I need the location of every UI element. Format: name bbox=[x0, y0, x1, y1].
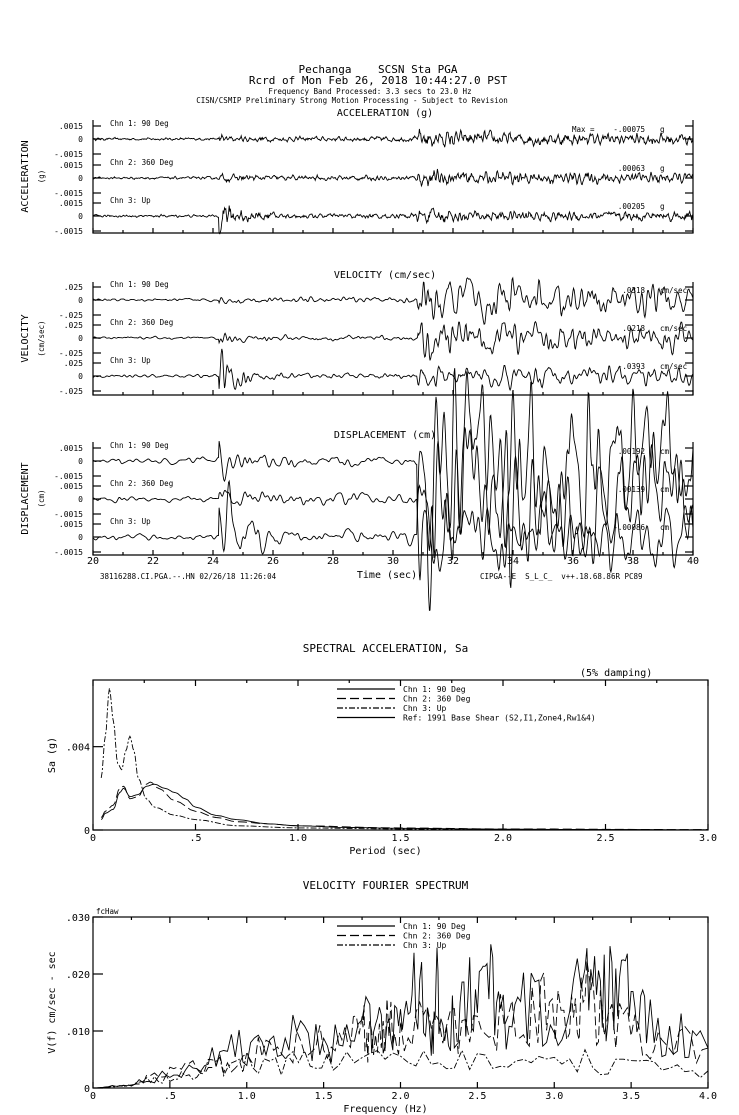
y-axis-label: ACCELERATION bbox=[20, 140, 31, 213]
x-tick-label: 3.0 bbox=[698, 833, 718, 844]
header-band: Frequency Band Processed: 3.3 secs to 23.0 Hz bbox=[268, 87, 472, 96]
peak-value: .0318 bbox=[622, 286, 645, 295]
y-tick-label: 0 bbox=[78, 495, 83, 504]
x-tick-label: 26 bbox=[266, 556, 280, 567]
y-axis-label: V(f) cm/sec - sec bbox=[47, 951, 58, 1054]
peak-value: -.00075 bbox=[613, 125, 645, 134]
x-tick-label: 24 bbox=[206, 556, 220, 567]
peak-unit: cm/sec bbox=[660, 286, 688, 295]
channel-trace-group bbox=[54, 119, 693, 159]
x-tick-label: 0 bbox=[89, 833, 97, 844]
channel-label: Chn 2: 360 Deg bbox=[110, 318, 174, 327]
x-tick-label: 34 bbox=[506, 556, 520, 567]
x-tick-label: 40 bbox=[686, 556, 700, 567]
channel-label: Chn 2: 360 Deg bbox=[110, 158, 174, 167]
channel-label: Chn 1: 90 Deg bbox=[110, 441, 169, 450]
header-record: Rcrd of Mon Feb 26, 2018 10:44:27.0 PST bbox=[248, 74, 508, 87]
channel-trace bbox=[93, 349, 693, 390]
legend-entry: Chn 1: 90 Deg bbox=[403, 685, 466, 694]
y-axis-unit: (cm) bbox=[37, 489, 46, 508]
x-tick-label: 4.0 bbox=[698, 1091, 718, 1102]
peak-unit: cm/sec bbox=[660, 324, 688, 333]
x-tick-label: 30 bbox=[386, 556, 400, 567]
legend-entry: Chn 1: 90 Deg bbox=[403, 922, 466, 931]
footer-processing-id: CIPGA--E S_L_C_ v++.18.68.86R PC89 bbox=[480, 572, 643, 581]
report-header bbox=[196, 63, 508, 105]
peak-value: .00205 bbox=[617, 202, 645, 211]
y-tick-label: .0015 bbox=[58, 199, 83, 208]
velocity-panel bbox=[20, 270, 693, 396]
channel-label: Chn 3: Up bbox=[110, 517, 151, 526]
peak-value: -.0393 bbox=[617, 362, 645, 371]
x-tick-label: 32 bbox=[446, 556, 460, 567]
y-tick-label: 0 bbox=[78, 174, 83, 183]
peak-value: .00063 bbox=[617, 164, 645, 173]
y-tick-label: .0015 bbox=[58, 161, 83, 170]
y-tick-label: .030 bbox=[65, 913, 90, 924]
peak-value: .00192 bbox=[617, 447, 645, 456]
x-tick-label: 2.5 bbox=[468, 1091, 487, 1102]
y-tick-label: 0 bbox=[78, 334, 83, 343]
panel-title: ACCELERATION (g) bbox=[336, 108, 434, 119]
plot-tag: fcHaw bbox=[96, 907, 119, 916]
y-tick-label: .004 bbox=[65, 742, 90, 754]
y-tick-label: 0 bbox=[78, 135, 83, 144]
y-tick-label: -.0015 bbox=[54, 548, 83, 557]
header-station: Pechanga SCSN Sta PGA bbox=[298, 63, 458, 76]
peak-unit: g bbox=[660, 164, 665, 173]
y-tick-label: -.025 bbox=[58, 349, 83, 358]
x-tick-label: 36 bbox=[566, 556, 580, 567]
x-tick-label: .5 bbox=[163, 1091, 176, 1102]
channel-trace bbox=[93, 322, 693, 361]
peak-unit: g bbox=[660, 202, 665, 211]
channel-trace-group bbox=[54, 158, 693, 198]
legend-entry: Chn 3: Up bbox=[403, 704, 447, 713]
plot-frame bbox=[93, 917, 708, 1088]
x-tick-label: 2.0 bbox=[493, 833, 513, 844]
channel-trace-group bbox=[59, 318, 693, 360]
x-tick-label: 1.0 bbox=[237, 1091, 256, 1102]
peak-unit: g bbox=[660, 125, 665, 134]
x-axis-label: Frequency (Hz) bbox=[343, 1104, 428, 1115]
acceleration-panel bbox=[20, 108, 693, 236]
y-tick-label: -.0015 bbox=[54, 510, 83, 519]
panel-title: VELOCITY (cm/sec) bbox=[333, 270, 437, 281]
x-axis-label: Period (sec) bbox=[349, 846, 422, 857]
header-disclaimer: CISN/CSMIP Preliminary Strong Motion Processing - Subject to Revision bbox=[196, 96, 508, 105]
time-history-panels bbox=[20, 108, 699, 610]
peak-value: .00139 bbox=[617, 485, 645, 494]
series-line bbox=[101, 782, 708, 830]
y-tick-label: -.0015 bbox=[54, 189, 83, 198]
peak-value: .0218 bbox=[622, 324, 645, 333]
y-tick-label: 0 bbox=[83, 826, 90, 837]
y-tick-label: .025 bbox=[63, 321, 83, 330]
channel-trace-group bbox=[59, 349, 693, 396]
y-axis-label: DISPLACEMENT bbox=[20, 462, 31, 535]
y-tick-label: -.025 bbox=[58, 311, 83, 320]
y-tick-label: .0015 bbox=[58, 520, 83, 529]
peak-unit: cm/sec bbox=[660, 362, 688, 371]
channel-trace bbox=[93, 129, 693, 147]
peak-unit: cm bbox=[660, 447, 670, 456]
y-tick-label: -.0015 bbox=[54, 150, 83, 159]
x-tick-label: .5 bbox=[189, 833, 202, 844]
y-axis-label: Sa (g) bbox=[47, 736, 58, 774]
plot-frame bbox=[93, 680, 708, 830]
legend-entry: Chn 3: Up bbox=[403, 941, 447, 950]
peak-unit: cm bbox=[660, 523, 670, 532]
y-axis-unit: (cm/sec) bbox=[37, 320, 46, 357]
x-tick-label: 3.0 bbox=[545, 1091, 564, 1102]
peak-value: -.00086 bbox=[613, 523, 645, 532]
spectral-acceleration-panel bbox=[47, 642, 717, 857]
peak-unit: cm bbox=[660, 485, 670, 494]
x-tick-label: 2.5 bbox=[596, 833, 615, 844]
y-tick-label: .0015 bbox=[58, 482, 83, 491]
channel-label: Chn 2: 360 Deg bbox=[110, 479, 174, 488]
chart-title: VELOCITY FOURIER SPECTRUM bbox=[302, 879, 469, 892]
channel-label: Chn 3: Up bbox=[110, 356, 151, 365]
y-axis-label: VELOCITY bbox=[20, 314, 31, 363]
velocity-fourier-spectrum-panel bbox=[47, 879, 717, 1115]
y-tick-label: 0 bbox=[78, 212, 83, 221]
y-tick-label: 0 bbox=[78, 372, 83, 381]
y-tick-label: .020 bbox=[65, 970, 90, 981]
x-tick-label: 20 bbox=[86, 556, 100, 567]
x-tick-label: 1.0 bbox=[288, 833, 308, 844]
x-tick-label: 0 bbox=[89, 1091, 97, 1102]
y-tick-label: 0 bbox=[78, 296, 83, 305]
time-footer bbox=[100, 570, 643, 581]
legend-entry: Chn 2: 360 Deg bbox=[403, 931, 471, 941]
max-label: Max = bbox=[572, 125, 595, 134]
channel-trace bbox=[93, 278, 693, 324]
series-line bbox=[93, 944, 708, 1088]
y-tick-label: -.0015 bbox=[54, 227, 83, 236]
x-tick-label: 1.5 bbox=[314, 1091, 333, 1102]
y-tick-label: 0 bbox=[78, 457, 83, 466]
y-tick-label: .025 bbox=[63, 283, 83, 292]
x-tick-label: 1.5 bbox=[391, 833, 410, 844]
y-tick-label: 0 bbox=[83, 1084, 90, 1095]
footer-record-id: 38116288.CI.PGA.--.HN 02/26/18 11:26:04 bbox=[100, 572, 277, 581]
y-tick-label: 0 bbox=[78, 533, 83, 542]
x-tick-label: 38 bbox=[626, 556, 640, 567]
x-tick-label: 28 bbox=[326, 556, 340, 567]
series-line bbox=[101, 784, 708, 830]
channel-label: Chn 3: Up bbox=[110, 196, 151, 205]
time-axis-label: Time (sec) bbox=[356, 570, 418, 581]
x-tick-label: 22 bbox=[146, 556, 160, 567]
y-tick-label: .0015 bbox=[58, 444, 83, 453]
chart-title: SPECTRAL ACCELERATION, Sa bbox=[302, 642, 469, 655]
y-tick-label: -.0015 bbox=[54, 472, 83, 481]
channel-trace bbox=[93, 169, 693, 186]
channel-label: Chn 1: 90 Deg bbox=[110, 280, 169, 289]
channel-label: Chn 1: 90 Deg bbox=[110, 119, 169, 128]
y-tick-label: .010 bbox=[65, 1027, 90, 1038]
x-tick-label: 2.0 bbox=[391, 1091, 410, 1102]
y-tick-label: .0015 bbox=[58, 122, 83, 131]
damping-note: (5% damping) bbox=[580, 668, 653, 679]
y-tick-label: -.025 bbox=[58, 387, 83, 396]
legend-entry: Chn 2: 360 Deg bbox=[403, 694, 471, 704]
x-tick-label: 3.5 bbox=[622, 1091, 641, 1102]
panel-title: DISPLACEMENT (cm) bbox=[333, 430, 437, 441]
y-axis-unit: (g) bbox=[37, 169, 46, 184]
channel-trace-group bbox=[54, 196, 693, 236]
legend-entry: Ref: 1991 Base Shear (S2,I1,Zone4,Rw1&4) bbox=[403, 713, 596, 723]
y-tick-label: .025 bbox=[63, 359, 83, 368]
